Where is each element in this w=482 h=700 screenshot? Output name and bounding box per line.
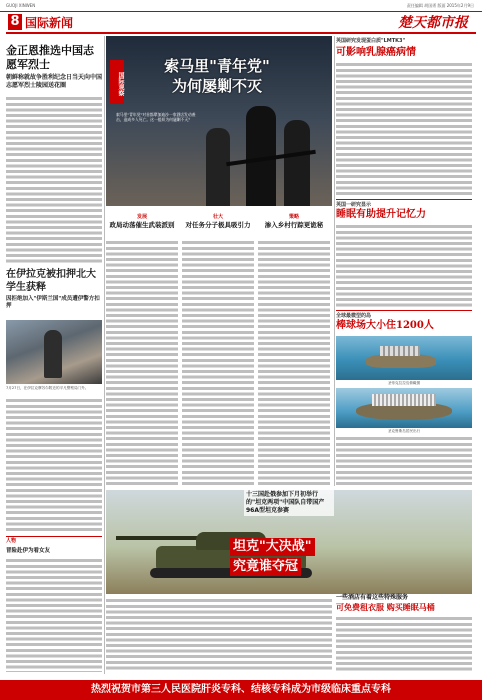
observation-tag: 国际观察 (110, 60, 124, 104)
article-body (182, 240, 254, 486)
left-subhead-2: 因拒绝加入"伊斯兰国"成员遭伊警方扣押 (6, 296, 100, 309)
tank-headline (230, 538, 366, 578)
bottom-banner: 热烈祝贺市第三人民医院肝炎专科、结核专科成为市级临床重点专科 (0, 680, 482, 700)
left-subhead-3: 冒险赴伊为看女友 (6, 548, 51, 554)
article-body (106, 598, 332, 672)
right-kicker-1: 英国研究发现蛋白质"LMTK3" (336, 38, 406, 44)
island-photo-1 (336, 336, 472, 380)
tank-subheadline: 十三国赴俄参加下月初举行的"坦克两项"中国队自带国产96A型坦克参赛 (244, 490, 334, 516)
feature-lead: 索马里"青年党"对首都摩加迪沙一家酒店发动袭击，造成多人死亡。这一组织为何屡剿不灭？ (116, 112, 196, 122)
section-label: 壮大 (212, 214, 223, 220)
people-section-label: 人物 (6, 536, 102, 545)
tank-headline-line2: 究竟谁夺冠 (230, 558, 301, 576)
article-body (106, 240, 178, 486)
section-heading: 渗入乡村行踪更诡秘 (264, 221, 324, 229)
right-headline-3: 棒球场大小住1200人 (336, 320, 434, 331)
article-body (336, 436, 472, 486)
right-headline-2: 睡眠有助提升记忆力 (336, 209, 426, 220)
right-kicker-2: 英国一研究显示 (336, 199, 472, 209)
right-headline-4: 一些酒店有着这些特殊服务 (336, 594, 409, 601)
left-subhead-1: 朝鲜称就故争胜利纪念日当天向中国志愿军烈士陵园送花圈 (6, 74, 103, 89)
tank-headline-line1: 坦克"大决战" (230, 538, 315, 556)
article-body (336, 616, 472, 672)
article-body (336, 224, 472, 308)
right-kicker-3: 全球最微型的岛 (336, 310, 472, 320)
feature-headline-line1: 索马里"青年党" (164, 57, 270, 75)
left-headline-1: 金正恩推选中国志愿军烈士 (6, 44, 94, 71)
section-label: 策略 (288, 214, 299, 220)
section-heading: 对任务分子极具吸引力 (185, 221, 251, 229)
left-photo-caption: 7月27日，在伊拉克摩苏尔附近的平凡警察局门外。 (6, 386, 89, 390)
page-number: 8 (8, 14, 22, 30)
island-photo-2-caption: 圣克鲁斯岛居民出行 (387, 429, 421, 433)
island-photo-1-caption: 圣蒂克拉拉岛俯瞰图 (387, 381, 421, 385)
section-label: 发展 (136, 214, 147, 220)
paper-logo: 楚天都市报 (398, 15, 468, 31)
column-divider (334, 36, 335, 486)
article-body (6, 398, 102, 532)
right-headline-5: 可免费租衣服 购买睡眠马桶 (336, 603, 435, 612)
feature-headline-line2: 为何屡剿不灭 (171, 77, 262, 95)
feature-headline (112, 56, 322, 96)
section-header (0, 12, 482, 32)
paper-name: GUOJI XINWEN (6, 3, 36, 8)
island-photo-2 (336, 388, 472, 428)
date-line: 责任编辑 胡国勇 版面 2015年2月9日 (406, 3, 474, 8)
left-headline-2: 在伊拉克被扣押北大学生获释 (6, 269, 96, 293)
right-headline-1: 可影响乳腺癌病情 (336, 47, 416, 58)
masthead-strip (0, 0, 482, 12)
article-body (336, 62, 472, 196)
column-divider (104, 36, 105, 674)
article-body (6, 558, 102, 672)
section-title: 国际新闻 (25, 16, 74, 30)
header-divider (6, 32, 476, 34)
section-heading: 政局动荡催生武装派别 (109, 221, 175, 229)
left-news-photo (6, 320, 102, 384)
article-body (258, 240, 330, 486)
article-body (6, 96, 102, 264)
